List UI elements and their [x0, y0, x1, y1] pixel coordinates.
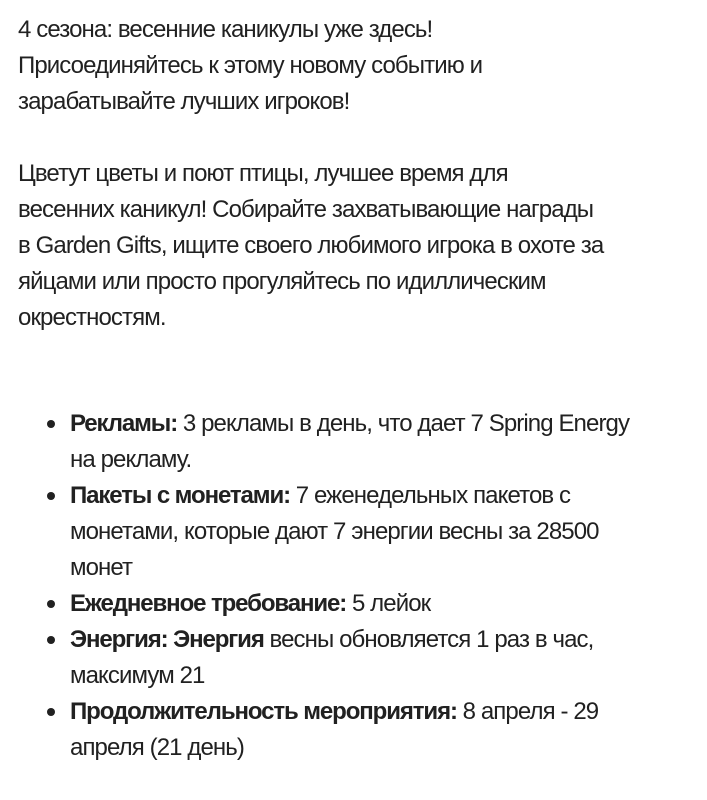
item-label: Энергия:: [70, 626, 168, 653]
intro-line-2: Присоединяйтесь к этому новому событию и: [18, 52, 483, 79]
item-label: Продолжительность мероприятия:: [70, 698, 457, 725]
item-text: на рекламу.: [70, 446, 192, 473]
item-text: 3 рекламы в день, что дает 7 Spring Energy: [177, 410, 630, 437]
item-text: максимум 21: [70, 662, 205, 689]
intro-line-1: 4 сезона: весенние каникулы уже здесь!: [18, 16, 433, 43]
item-label: Ежедневное требование:: [70, 590, 347, 617]
description-line-2: весенних каникул! Собирайте захватывающие награды: [18, 196, 594, 223]
description-line-3: в Garden Gifts, ищите своего любимого игрока в охоте за: [18, 232, 604, 259]
item-text: апреля (21 день): [70, 734, 244, 761]
item-text: 7 еженедельных пакетов с: [290, 482, 571, 509]
bullet-icon: [47, 636, 55, 644]
item-text: 8 апреля - 29: [456, 698, 599, 725]
list-item-daily-requirement: [18, 586, 690, 622]
item-text: монет: [70, 554, 133, 581]
intro-paragraph: [18, 12, 690, 120]
description-line-4: яйцами или просто прогуляйтесь по идиллическим: [18, 268, 546, 295]
item-text: монетами, которые дают 7 энергии весны за 28500: [70, 518, 599, 545]
list-item-duration: [18, 694, 690, 766]
description-line-1: Цветут цветы и поют птицы, лучшее время для: [18, 160, 508, 187]
description-line-5: окрестностям.: [18, 304, 166, 331]
bullet-icon: [47, 420, 55, 428]
bullet-icon: [47, 708, 55, 716]
list-spacer: [18, 336, 690, 406]
item-label: Пакеты с монетами:: [70, 482, 291, 509]
intro-line-3: зарабатывайте лучших игроков!: [18, 88, 350, 115]
event-details-list: [18, 406, 690, 766]
item-text: 5 лейок: [346, 590, 431, 617]
bullet-icon: [47, 600, 55, 608]
item-label-continued: Энергия: [167, 626, 264, 653]
paragraph-spacer: [18, 120, 690, 156]
bullet-icon: [47, 492, 55, 500]
article-body: [18, 12, 690, 766]
list-item-coin-packs: [18, 478, 690, 586]
item-label: Рекламы:: [70, 410, 178, 437]
description-paragraph: [18, 156, 690, 336]
list-item-energy: [18, 622, 690, 694]
list-item-ads: [18, 406, 690, 478]
item-text: весны обновляется 1 раз в час,: [263, 626, 594, 653]
